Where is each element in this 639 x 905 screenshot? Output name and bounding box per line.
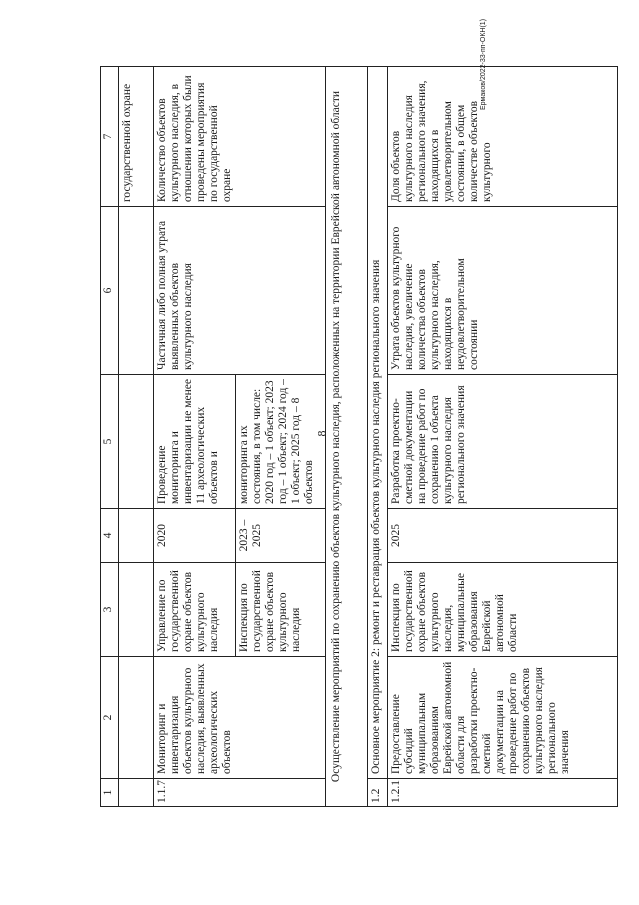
header-cell: 7: [101, 67, 119, 207]
expected-result: мониторинга их состояния, в том числе: 2020 год – 1 объект; 2023 год – 1 объект; 2024 год – 1 объект; 2025 год – 8 объектов: [236, 375, 326, 509]
executor: Управление по государственной охране объектов культурного наследия: [154, 563, 236, 657]
row-number: 1.2: [368, 779, 388, 807]
row-1-2-1: [388, 67, 618, 807]
main-activity-heading: Основное мероприятие 2: ремонт и реставрация объектов культурного наследия регионального значения: [368, 67, 388, 779]
header-cell: 1: [101, 779, 119, 807]
year: 2023 – 2025: [236, 509, 326, 563]
executor: Инспекция по государственной охране объектов культурного наследия, муниципальные образования Еврейской автономной области: [388, 563, 618, 657]
expected-result: Разработка проектно-сметной документации на проведение работ по сохранению 1 объекта культурного наследия регионального значения: [388, 375, 618, 509]
consequence: Частичная либо полная утрата выявленных объектов культурного наследия: [154, 207, 326, 375]
header-cell: 4: [101, 509, 119, 563]
header-cell: 2: [101, 657, 119, 779]
expected-result: Проведение мониторинга и инвентаризации не менее 11 археологических объектов и: [154, 375, 236, 509]
row-1-1-7-a: [154, 67, 236, 807]
section-heading: Осуществление мероприятий по сохранению объектов культурного наследия, расположенных на территории Еврейской автономной области: [326, 67, 368, 807]
executor: Инспекция по государственной охране объектов культурного наследия: [236, 563, 326, 657]
section-row: [326, 67, 368, 807]
continuation-cell: государственной охране: [119, 67, 154, 207]
page-number: 8: [314, 430, 329, 437]
header-cell: 6: [101, 207, 119, 375]
activity-name: Предоставление субсидий муниципальным образованиям Еврейской автономной области для разработки проектно-сметной документации на проведение работ по сохранению объектов культурного наследия регионального значения: [388, 657, 618, 779]
year: 2025: [388, 509, 618, 563]
row-number: 1.1.7: [154, 779, 326, 807]
consequence: Утрата объектов культурного наследия, увеличение количества объектов культурного наследия, находящихся в неудовлетворительном состоянии: [388, 207, 618, 375]
row-1-2: [368, 67, 388, 807]
rotated-table-container: [100, 67, 630, 807]
header-row: [101, 67, 119, 807]
row-number: 1.2.1: [388, 779, 618, 807]
continuation-row: [119, 67, 154, 807]
year: 2020: [154, 509, 236, 563]
header-cell: 5: [101, 375, 119, 509]
document-footer: Ермаков/2022-33-пп-ОКН(1): [480, 18, 487, 110]
activity-name: Мониторинг и инвентаризация объектов культурного наследия, выявленных археологических объектов: [154, 657, 326, 779]
indicator: Доля объектов культурного наследия регионального значения, находящихся в удовлетворительном состоянии, в общем количестве объектов культурного: [388, 67, 618, 207]
header-cell: 3: [101, 563, 119, 657]
program-table: [100, 66, 618, 807]
indicator: Количество объектов культурного наследия, в отношении которых были проведены мероприятия по государственной охране: [154, 67, 326, 207]
